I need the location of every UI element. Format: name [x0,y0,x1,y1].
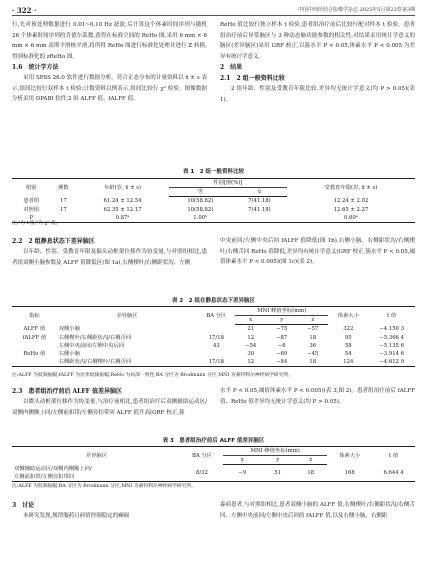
table-cell: 95 [344,334,352,341]
table-cell: 右侧距状沟/右侧楔叶/右侧舌回 [58,359,132,366]
table-cell: 12.65 ± 2.27 [333,206,369,213]
table-header: 受教育年限(岁, x̄ ± s) [324,184,378,191]
right-column-low [220,386,415,407]
table-cell: −5.135 6 [379,342,404,349]
table-header: t 值 [387,312,397,319]
table-cell: 12 [247,359,255,366]
table-row [12,342,415,350]
table-header: MNI 峰值坐标(mm) [235,307,328,316]
table-header: 组别 [25,184,37,191]
table-cell: −87 [276,334,288,341]
table1 [12,178,415,223]
paragraph: 以年龄、性别、受教育年限及偏头动框架位移作为协变量,与对照组相比,患者组双侧小脑参数及 ALFF 值降低区(图 1a),右侧楔叶/右侧距状沟、左侧 [12,249,207,266]
table-cell: 10(58.82) [187,198,214,205]
table-cell: 322 [343,326,354,333]
table-header: 女 [232,188,287,197]
table-row [12,350,415,358]
table-cell: 右侧楔叶/右侧距状沟/右侧舌回 [58,334,132,341]
table-cell: −9 [238,470,247,477]
section-heading: 3 讨论 [12,502,35,509]
section-heading: 1.6 统计学方法 [12,64,59,71]
table-cell: 10(58.82) [187,206,214,213]
table-cell: 54 [344,351,352,358]
paragraph: 行,先对预处理数据进行 0.01~0.10 Hz 滤波,后计算这个体素时间序列与随机 26 个体素时间序列的肯德尔系数,获得在标准空间的 ReHo 图,采用 6 mm × 6 mm × 6 mm 高斯平滑核平滑,将所得 ReHo 图进行标准化处理并进行 Z 转换,得到标准化的 zReHo 图。 [12,22,207,60]
table-header: 指标 [29,312,40,319]
table-cell: 0.87ᵃ [115,214,130,221]
subsection-heading: 2.2 2 组静息状态下差异脑区 [12,238,95,245]
table-header: BA 分区 [191,452,212,459]
page-number: · 322 · [12,6,37,15]
table-cell: 18 [307,470,315,477]
table-cell: 患者组 [23,198,40,205]
table-header: y [266,316,297,325]
table-cell: 17 [60,198,67,205]
paragraph: ReHo 值比较行独立样本 t 检验,患者组治疗前后比较行配对样本 t 检验。患者组治疗前后异常脑区与 3 种动态脑功能参数的相关性,对结果采用统计学意义的脑区(差异脑区)采用 GRF 校正,以簇水平 P < 0.05,体素水平 P < 0.005 为差异有统计学意义。 [220,22,415,60]
table-cell: ALFF 值 [23,326,46,333]
table-cell: −4.612 9 [379,359,404,366]
table-cell: 双侧小脑 [58,326,80,333]
table-cell: 62.35 ± 12.17 [103,206,142,213]
table-cell: 12 [247,334,255,341]
table-cell: ReHo 值 [23,351,46,358]
table-cell: −45 [307,351,319,358]
journal-header: 中国中西医结合影像学杂志 2025年5月第23卷第3期 [297,7,415,13]
table-row [12,358,415,367]
table-header: 年龄(岁, x̄ ± s) [104,184,141,191]
section-heading: 2 结果 [220,64,243,71]
table2 [12,306,415,367]
table-cell: −6 [277,342,286,349]
table-header: 性别[例(%)] [169,179,287,188]
paragraph: 2 组年龄、性别及受教育年限比较,差异均无统计学意义(均 P > 0.05)(表 1)。 [220,86,415,103]
table-cell: 17/18 [208,334,224,341]
table3-title: 表 3 患者组治疗前后 ALFF 值差异脑区 [162,438,265,444]
table-header: x [223,456,261,465]
table-cell: 17/18 [208,359,224,366]
table-cell [197,350,235,358]
paragraph: 森病患者,与对照组相比,患者双侧小脑的 ALFF 值,右侧楔叶/右侧距状沟/右侧舌回、左侧中央前回/左侧中央后回的 fALFF 值,以及右侧小脑、右侧距 [220,502,415,519]
table-cell: −84 [276,359,288,366]
paragraph: 本研究发现,规律服药且病情控制稳定的癫痫 [23,513,130,519]
table-cell: 18 [309,334,317,341]
left-column-mid [12,236,207,268]
table-cell: 0.60ᵃ [344,214,358,221]
table-cell: −5.366 4 [379,334,404,341]
table-cell: 7(41.18) [248,206,271,213]
right-column-top [220,20,415,105]
table-cell: −57 [307,326,319,333]
table-cell [12,342,57,350]
table2-title: 表 2 2 组在静息状态下差异脑区 [172,298,255,304]
table-header: 差异脑区 [85,452,107,459]
table-header: 体素大小 [337,312,359,319]
table-header: z [297,316,328,325]
table-header: 差异脑区 [116,312,138,319]
table-cell: 右侧小脑 [58,351,80,358]
table-cell: −54 [245,342,257,349]
table-cell: 12.24 ± 2.02 [333,198,369,205]
table-header: t 值 [389,452,399,459]
table-cell: 7(41.18) [248,198,271,205]
table-header: 体素大小 [339,452,361,459]
table-cell: 左侧中央前回/左侧中央后回 [58,342,125,349]
paragraph: 中央前回/左侧中央后回 fALFF 值降低(图 1b),右侧小脑、右侧距状沟/右侧楔叶/右侧舌回 ReHo 值降低,差异均有统计学意义(GRF 校正,簇水平 P < 0.05,阈值体素水平 P < 0.005)(图 1c)(表 2)。 [220,238,415,265]
table-header: MNI 峰值坐标(mm) [223,447,327,456]
table-row [12,197,415,206]
table-row [12,334,415,342]
table-cell: 对照组 [23,206,40,213]
table-cell: 61.24 ± 12.54 [103,198,142,205]
table-cell: 43 [212,342,220,349]
table-cell: 36 [309,342,317,349]
table-cell: −75 [276,326,288,333]
table-cell: 8/32 [196,469,208,476]
table-cell: −4.150 3 [379,326,404,333]
table-cell: 124 [343,359,354,366]
region-line: 左侧前扣带/左侧旁扣带回 [14,473,75,480]
paragraph: 以微头动框架位移作为协变量,与治疗前相比,患者组治疗后双侧辅助运动区/双侧内侧额上回/左侧前扣带/左侧旁扣带回 ALFF 值升高(GRF 校正,簇 [12,399,207,416]
table-cell [197,325,235,334]
table-header: z [294,456,327,465]
table-row [12,325,415,334]
table-row [12,465,415,482]
header-rule [12,15,415,16]
left-column-low [12,386,207,418]
table3 [12,446,415,482]
table-cell: 30 [247,351,255,358]
table-cell: 6.644 4 [383,469,404,476]
table-cell [12,358,57,367]
table-header: 男 [169,188,232,197]
table-cell: −69 [276,351,288,358]
table-header: BA 分区 [206,312,227,319]
table1-note: 注:ᵃ为 t 值,ᵇ为 χ² 值。 [12,221,61,226]
table-row [12,206,415,214]
left-column-bottom [12,500,207,522]
table-cell: 168 [344,469,355,476]
table-cell: 21 [247,326,255,333]
table-cell: 58 [344,342,352,349]
table-header: y [261,456,294,465]
table-cell: P [29,214,34,221]
left-column-top [12,20,207,105]
table-cell: 1.00ᵇ [193,214,208,221]
table-cell: 17 [60,206,67,213]
table-cell: 18 [309,359,317,366]
subsection-heading: 2.1 2 组一般资料比较 [220,75,285,82]
right-column-bottom [220,500,415,521]
paragraph: 采用 SPSS 26.0 软件进行数据分析。符合正态分布的计量资料以 x̄ ± s 表示,组间比较行双样本 t 检验;计数资料以例表示,组间比较行 χ² 检验。图像数据分析采用 DPABI 软件,2 组 ALFF 值、fALFF 值、 [12,75,207,102]
table-header: 例数 [58,184,69,191]
right-column-mid [220,236,415,268]
table-cell: fALFF 值 [22,334,47,341]
table2-note: 注:ALFF 为低频振幅,fALFF 为比率低频振幅,ReHo 为局部一致性,BA 分区为 Brodmann 分区,MNI 为蒙特利尔神经病学研究所。 [12,373,294,378]
table3-note: 注:ALFF 为低频振幅,BA 分区为 Brodmann 分区,MNI 为蒙特利尔神经病学研究所。 [12,484,197,489]
region-line: 双侧辅助运动区/双侧内侧额上回/ [14,465,92,472]
table-cell [12,465,181,482]
paragraph: 水平 P < 0.05,阈值体素水平 P < 0.005)(表 3,图 2)。患者组治疗前后 fALFF 值、ReHo 值差异均无统计学意义(均 P > 0.05)。 [220,388,415,405]
subsection-heading: 2.3 患者组治疗前后 ALFF 值差异脑区 [12,388,123,395]
table-header: x [235,316,266,325]
table1-title: 表 1 2 组一般资料比较 [183,169,244,175]
table-cell: 51 [274,470,282,477]
table-cell: −3.914 6 [379,351,404,358]
